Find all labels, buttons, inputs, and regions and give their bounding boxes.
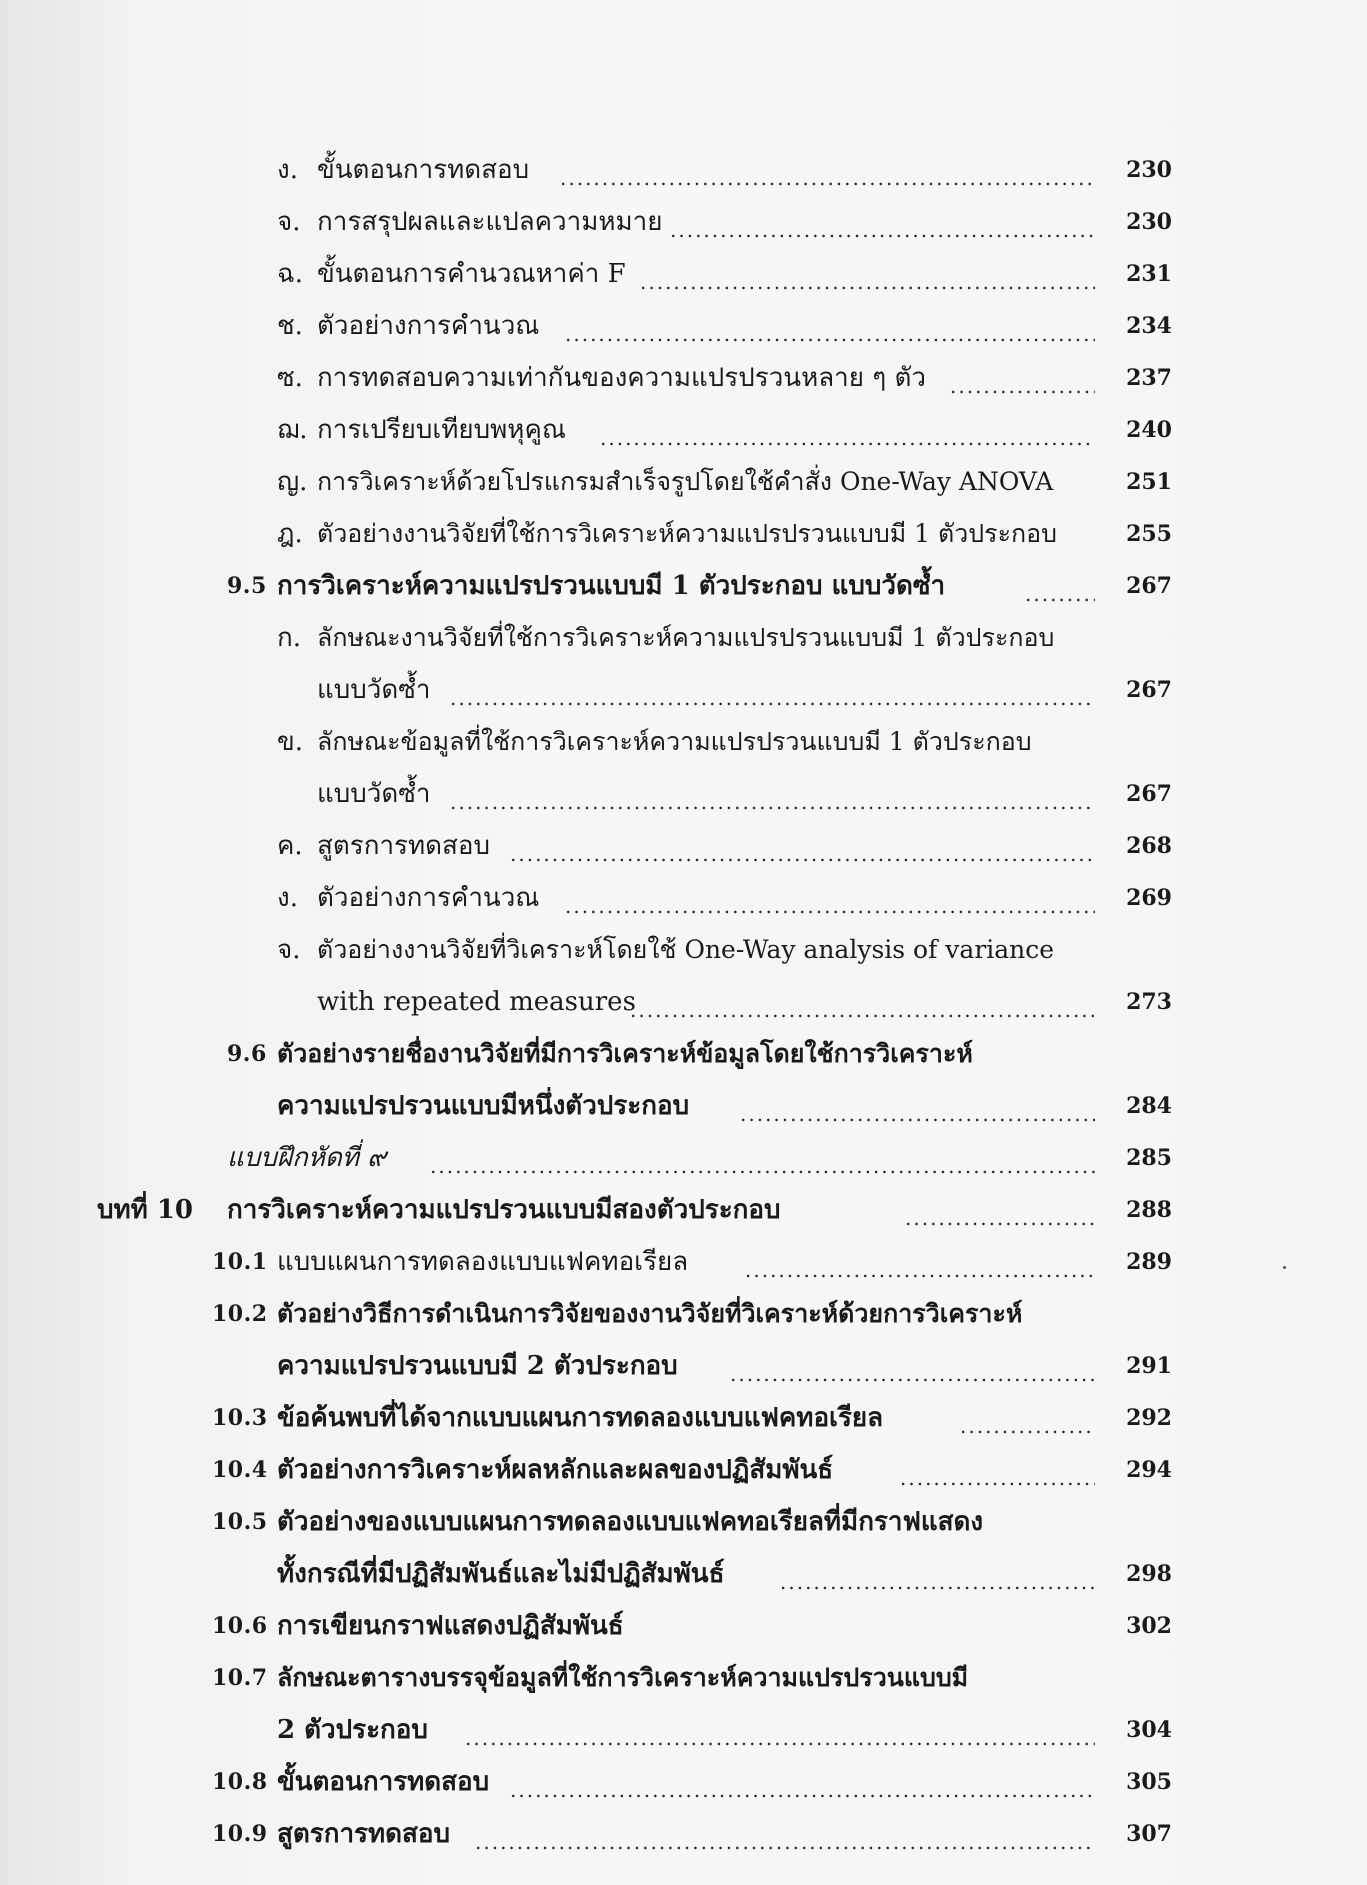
toc-entry [0, 1762, 1367, 1802]
toc-entry-title-cont: ทั้งกรณีที่มีปฏิสัมพันธ์และไม่มีปฏิสัมพันธ์ [277, 1559, 725, 1589]
toc-entry-page: 268 [1126, 833, 1172, 859]
dot-leader [450, 678, 1095, 708]
toc-entry-title: การเปรียบเทียบพหุคูณ [317, 415, 566, 445]
toc-entry-page: 269 [1126, 885, 1172, 911]
toc-entry-page: 255 [1126, 521, 1172, 547]
dot-leader [905, 1198, 1095, 1228]
dot-leader [430, 1146, 1095, 1176]
toc-entry-title-cont: ความแปรปรวนแบบมี 2 ตัวประกอบ [277, 1351, 678, 1381]
toc-entry-title: ตัวอย่างงานวิจัยที่วิเคราะห์โดยใช้ One-Way analysis of variance [317, 935, 1055, 964]
toc-entry-continuation [0, 774, 1367, 814]
toc-entry-page: 230 [1126, 209, 1172, 235]
toc-entry-number: 10.9 [212, 1821, 268, 1847]
toc-entry [0, 1606, 1367, 1646]
dot-leader [640, 262, 1095, 292]
toc-entry-page: 237 [1126, 365, 1172, 391]
toc-entry-page: 240 [1126, 417, 1172, 443]
toc-entry [0, 1450, 1367, 1490]
toc-entry [0, 254, 1367, 294]
toc-entry-page: 302 [1126, 1613, 1172, 1639]
toc-entry-page: 231 [1126, 261, 1172, 287]
toc-entry-number: ง. [277, 883, 298, 913]
toc-entry-title: ข้อค้นพบที่ได้จากแบบแผนการทดลองแบบแฟคทอเรียล [277, 1403, 884, 1433]
toc-entry [0, 1502, 1367, 1542]
chapter-title: การวิเคราะห์ความแปรปรวนแบบมีสองตัวประกอบ [227, 1195, 781, 1225]
toc-entry-number: 10.1 [212, 1249, 268, 1275]
dot-leader [600, 418, 1095, 448]
toc-entry-title: ขั้นตอนการคำนวณหาค่า F [317, 259, 626, 289]
toc-entry-title: การเขียนกราฟแสดงปฏิสัมพันธ์ [277, 1611, 624, 1641]
toc-entry-number: 10.4 [212, 1457, 268, 1483]
toc-entry-number: ญ. [277, 467, 308, 497]
toc-entry [0, 358, 1367, 398]
toc-entry-number: ค. [277, 831, 303, 861]
toc-entry-continuation [0, 1086, 1367, 1126]
toc-entry-title-cont: ความแปรปรวนแบบมีหนึ่งตัวประกอบ [277, 1091, 690, 1121]
toc-entry-continuation [0, 1346, 1367, 1386]
toc-entry-title: ตัวอย่างของแบบแผนการทดลองแบบแฟคทอเรียลที่มีกราฟแสดง [277, 1507, 984, 1537]
toc-entry [0, 826, 1367, 866]
dot-leader [510, 834, 1095, 864]
toc-entry [0, 1398, 1367, 1438]
toc-entry-number: ช. [277, 311, 303, 341]
chapter-number: บทที่ 10 [97, 1195, 194, 1225]
toc-entry-page: 251 [1126, 469, 1172, 495]
dot-leader [565, 314, 1095, 344]
toc-entry-number: จ. [277, 935, 301, 965]
toc-entry-page: 305 [1126, 1769, 1172, 1795]
toc-entry-page: 289 [1126, 1249, 1172, 1275]
toc-entry-page: 288 [1126, 1197, 1172, 1223]
toc-entry-title: ลักษณะงานวิจัยที่ใช้การวิเคราะห์ความแปรปรวนแบบมี 1 ตัวประกอบ [317, 623, 1055, 652]
toc-entry-number: 10.7 [212, 1665, 268, 1691]
dot-leader [730, 1354, 1095, 1384]
toc-entry-number: ง. [277, 155, 298, 185]
toc-entry-title: ตัวอย่างรายชื่องานวิจัยที่มีการวิเคราะห์ข้อมูลโดยใช้การวิเคราะห์ [277, 1039, 973, 1068]
toc-entry-number: ฉ. [277, 259, 303, 289]
toc-entry [0, 878, 1367, 918]
toc-entry-title: การวิเคราะห์ด้วยโปรแกรมสำเร็จรูปโดยใช้คำสั่ง One-Way ANOVA [317, 467, 1054, 496]
toc-entry-number: ฌ. [277, 415, 308, 445]
toc-entry-number: ซ. [277, 363, 303, 393]
dot-leader [670, 210, 1095, 240]
toc-entry-title: สูตรการทดสอบ [317, 831, 491, 861]
dot-leader [450, 782, 1095, 812]
dot-leader [960, 1406, 1095, 1436]
toc-entry [0, 1034, 1367, 1074]
toc-entry [0, 1294, 1367, 1334]
toc-entry-number: ฎ. [277, 519, 303, 549]
toc-entry [0, 1242, 1367, 1282]
toc-entry-title-cont: แบบวัดซ้ำ [317, 675, 431, 705]
toc-entry [0, 514, 1367, 554]
toc-entry-page: 298 [1126, 1561, 1172, 1587]
paper-speck [1283, 1266, 1286, 1269]
toc-entry-page: 304 [1126, 1717, 1172, 1743]
toc-entry-title: การสรุปผลและแปลความหมาย [317, 207, 663, 237]
toc-entry-title: ตัวอย่างวิธีการดำเนินการวิจัยของงานวิจัยที่วิเคราะห์ด้วยการวิเคราะห์ [277, 1299, 1023, 1328]
toc-entry-page: 285 [1126, 1145, 1172, 1171]
toc-entry [0, 722, 1367, 762]
dot-leader [560, 158, 1095, 188]
toc-entry-page: 267 [1126, 573, 1172, 599]
toc-entry [0, 930, 1367, 970]
dot-leader [740, 1094, 1095, 1124]
toc-entry-title: แบบฝึกหัดที่ ๙ [227, 1143, 387, 1173]
toc-entry-title: ตัวอย่างการคำนวณ [317, 311, 540, 341]
toc-chapter-entry [0, 1190, 1367, 1230]
toc-entry-page: 307 [1126, 1821, 1172, 1847]
dot-leader [1025, 574, 1095, 604]
toc-entry-number: 9.5 [227, 573, 267, 599]
toc-entry [0, 150, 1367, 190]
toc-entry-number: 10.6 [212, 1613, 268, 1639]
toc-entry-title-cont: แบบวัดซ้ำ [317, 779, 431, 809]
toc-entry [0, 618, 1367, 658]
toc-entry-title: การทดสอบความเท่ากันของความแปรปรวนหลาย ๆ ตัว [317, 363, 926, 393]
toc-entry-page: 267 [1126, 677, 1172, 703]
toc-entry-page: 284 [1126, 1093, 1172, 1119]
dot-leader [475, 1822, 1095, 1852]
toc-entry [0, 306, 1367, 346]
toc-entry [0, 1658, 1367, 1698]
toc-entry [0, 566, 1367, 606]
toc-entry-title: ตัวอย่างการคำนวณ [317, 883, 540, 913]
toc-entry-continuation [0, 670, 1367, 710]
toc-entry-number: 10.3 [212, 1405, 268, 1431]
dot-leader [950, 366, 1095, 396]
toc-entry-continuation [0, 1554, 1367, 1594]
dot-leader [465, 1718, 1095, 1748]
toc-entry [0, 1138, 1367, 1178]
toc-entry-continuation [0, 982, 1367, 1022]
toc-entry-title: ลักษณะข้อมูลที่ใช้การวิเคราะห์ความแปรปรวนแบบมี 1 ตัวประกอบ [317, 727, 1032, 756]
toc-entry-page: 291 [1126, 1353, 1172, 1379]
toc-entry-continuation [0, 1710, 1367, 1750]
dot-leader [780, 1562, 1095, 1592]
toc-entry-number: ก. [277, 623, 302, 653]
toc-entry-number: ข. [277, 727, 304, 757]
toc-entry [0, 462, 1367, 502]
toc-entry-title-cont: 2 ตัวประกอบ [277, 1715, 428, 1745]
toc-entry-title: สูตรการทดสอบ [277, 1819, 451, 1849]
toc-entry-page: 267 [1126, 781, 1172, 807]
dot-leader [630, 990, 1095, 1020]
toc-entry [0, 1814, 1367, 1854]
toc-entry-title: ขั้นตอนการทดสอบ [317, 155, 530, 185]
toc-entry-title: แบบแผนการทดลองแบบแฟคทอเรียล [277, 1247, 689, 1277]
toc-entry [0, 202, 1367, 242]
dot-leader [565, 886, 1095, 916]
toc-entry-number: 10.5 [212, 1509, 268, 1535]
dot-leader [510, 1770, 1095, 1800]
toc-entry-number: 10.8 [212, 1769, 268, 1795]
toc-entry-page: 292 [1126, 1405, 1172, 1431]
toc-entry-title: ลักษณะตารางบรรจุข้อมูลที่ใช้การวิเคราะห์ความแปรปรวนแบบมี [277, 1663, 969, 1692]
dot-leader [745, 1250, 1095, 1280]
toc-entry-title: ขั้นตอนการทดสอบ [277, 1767, 490, 1797]
toc-entry-number: 10.2 [212, 1301, 268, 1327]
toc-entry-page: 234 [1126, 313, 1172, 339]
toc-entry-number: 9.6 [227, 1041, 267, 1067]
toc-entry-page: 273 [1126, 989, 1172, 1015]
dot-leader [900, 1458, 1095, 1488]
toc-entry-title-cont: with repeated measures [317, 987, 636, 1017]
toc-entry [0, 410, 1367, 450]
toc-entry-page: 230 [1126, 157, 1172, 183]
toc-entry-title: ตัวอย่างการวิเคราะห์ผลหลักและผลของปฏิสัมพันธ์ [277, 1455, 834, 1485]
toc-entry-title: การวิเคราะห์ความแปรปรวนแบบมี 1 ตัวประกอบ แบบวัดซ้ำ [277, 571, 946, 601]
toc-entry-page: 294 [1126, 1457, 1172, 1483]
toc-entry-number: จ. [277, 207, 301, 237]
toc-entry-title: ตัวอย่างงานวิจัยที่ใช้การวิเคราะห์ความแปรปรวนแบบมี 1 ตัวประกอบ [317, 519, 1058, 548]
